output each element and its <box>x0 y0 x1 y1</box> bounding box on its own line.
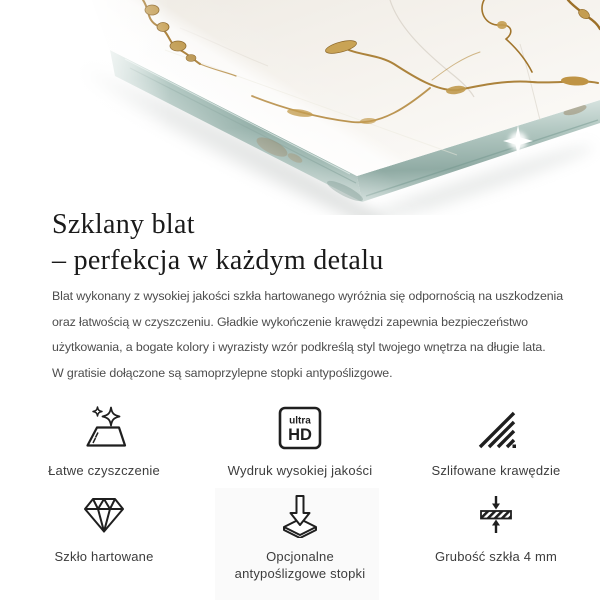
feature-anti-slip-feet <box>207 490 393 582</box>
page-title-line2: – perfekcja w każdym detalu <box>52 244 384 276</box>
description-line: użytkowania, a bogate kolory i wyrazisty wzór podkreślą styl twojego wnętrza na długie lata. <box>52 340 546 354</box>
diamond-icon <box>80 490 128 538</box>
glass-tabletop-illustration <box>0 0 600 215</box>
feature-label: Grubość szkła 4 mm <box>434 549 558 564</box>
page-title <box>52 207 384 278</box>
feature-label: Szlifowane krawędzie <box>431 463 561 478</box>
ultra-hd-icon <box>276 404 324 452</box>
product-description <box>52 284 563 386</box>
feature-tempered-glass <box>11 490 197 582</box>
description-line: Blat wykonany z wysokiej jakości szkła hartowanego wyróżnia się odpornością na uszkodzenia <box>52 289 563 303</box>
feature-high-quality-print <box>207 404 393 479</box>
feature-easy-cleaning <box>11 404 197 479</box>
glass-thickness-icon <box>472 490 520 538</box>
feature-label: antypoślizgowe stopki <box>234 566 366 581</box>
description-line: oraz łatwością w czyszczeniu. Gładkie wykończenie krawędzi zapewnia bezpieczeństwo <box>52 314 528 329</box>
fade-overlay-left <box>0 0 220 130</box>
feature-label: Szkło hartowane <box>54 549 154 564</box>
ultra-hd-icon-text-top: ultra <box>289 415 311 427</box>
polished-edge-icon <box>472 404 520 452</box>
features-row-1 <box>11 404 589 479</box>
feature-polished-edges <box>403 404 589 479</box>
feature-label: Łatwe czyszczenie <box>48 463 160 478</box>
description-line: W gratisie dołączone są samoprzylepne stopki antypoślizgowe. <box>52 365 393 380</box>
sparkle-clean-icon <box>80 404 128 452</box>
feature-label: Wydruk wysokiej jakości <box>227 463 373 478</box>
feature-glass-thickness <box>403 490 589 582</box>
anti-slip-feet-icon <box>276 490 324 538</box>
feature-label: Opcjonalne <box>266 549 334 564</box>
product-photo-glass-tabletop <box>0 0 600 215</box>
features-row-2 <box>11 490 589 582</box>
page-title-line1: Szklany blat <box>52 209 195 240</box>
ultra-hd-icon-text-bottom: HD <box>288 426 312 444</box>
